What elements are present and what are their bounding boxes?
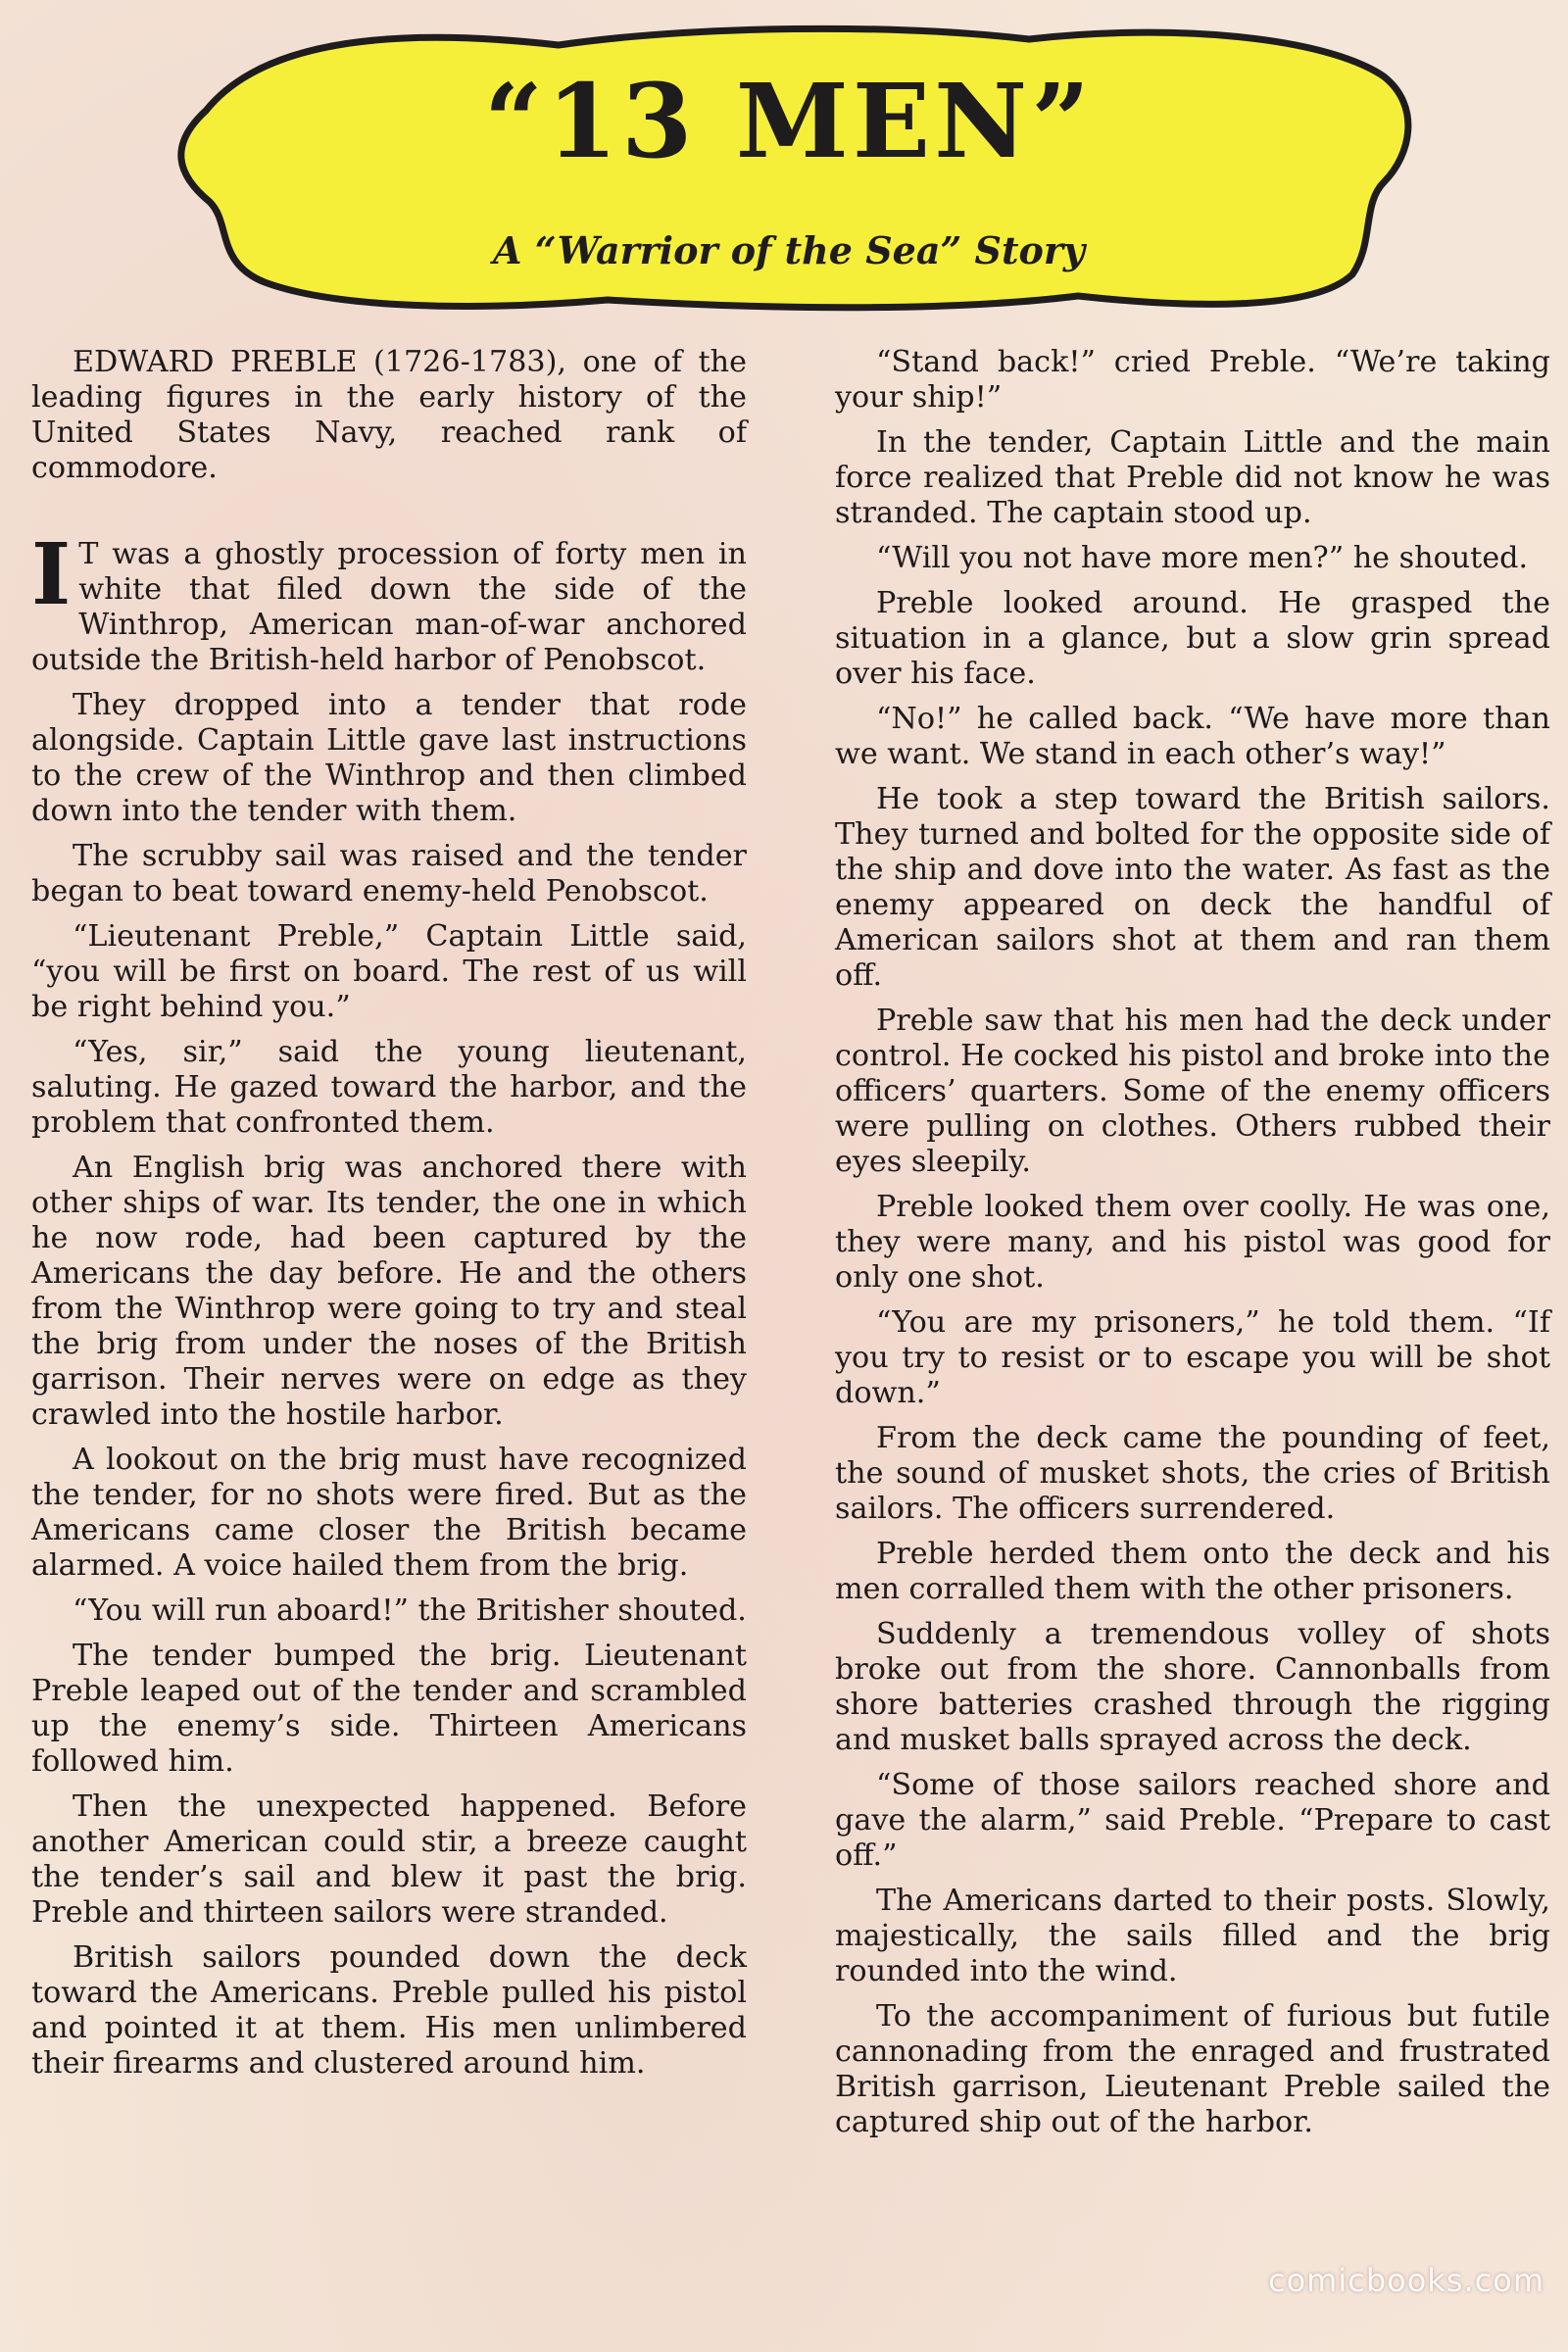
story-paragraph: The Americans darted to their posts. Slowly, majestically, the sails filled and the brig rounded into the wind.: [835, 1884, 1550, 1988]
story-paragraph: From the deck came the pounding of feet, the sound of musket shots, the cries of British sailors. The officers surrendered.: [835, 1421, 1550, 1526]
site-watermark: comicbooks.com: [1267, 2262, 1544, 2299]
story-paragraph: “You will run aboard!” the Britisher shouted.: [73, 1593, 747, 1628]
story-paragraph: Preble herded them onto the deck and his men corralled them with the other prisoners.: [835, 1537, 1550, 1606]
story-paragraph: He took a step toward the British sailors. They turned and bolted for the opposite side of the ship and dove into the water. As fast as the enemy appeared on deck the handful of American sailors shot at them and ran them off.: [835, 782, 1550, 993]
story-paragraph: The scrubby sail was raised and the tender began to beat toward enemy-held Penobscot.: [31, 839, 747, 908]
right-text-column: [835, 345, 1550, 2150]
story-paragraph: “Lieutenant Preble,” Captain Little said, “you will be first on board. The rest of us will be right behind you.”: [31, 919, 747, 1024]
story-paragraph: Preble looked them over coolly. He was one, they were many, and his pistol was good for only one shot.: [835, 1190, 1550, 1295]
story-paragraph: An English brig was anchored there with other ships of war. Its tender, the one in which he now rode, had been captured by the Americans the day before. He and the others from the Winthrop were going to try and steal the brig from under the noses of the British garrison. Their nerves were on edge as they crawled into the hostile harbor.: [31, 1151, 747, 1432]
story-paragraph: “Some of those sailors reached shore and gave the alarm,” said Preble. “Prepare to cast off.”: [835, 1768, 1550, 1873]
story-paragraph: “Will you not have more men?” he shouted.: [876, 541, 1529, 575]
intro-paragraph: EDWARD PREBLE (1726-1783), one of the leading figures in the early history of the United States Navy, reached rank of commodore.: [31, 345, 747, 485]
opening-paragraph-text: T was a ghostly procession of forty men in white that filed down the side of the Winthrop, American man-of-war anchored outside the British-held harbor of Penobscot.: [31, 537, 747, 677]
story-paragraph: “Stand back!” cried Preble. “We’re taking your ship!”: [835, 345, 1550, 415]
story-paragraph: In the tender, Captain Little and the main force realized that Preble did not know he was stranded. The captain stood up.: [835, 425, 1550, 530]
story-paragraph: Suddenly a tremendous volley of shots broke out from the shore. Cannonballs from shore batteries crashed through the rigging and musket balls sprayed across the deck.: [835, 1617, 1550, 1757]
story-paragraph: To the accompaniment of furious but futile cannonading from the enraged and frustrated British garrison, Lieutenant Preble sailed the captured ship out of the harbor.: [835, 1999, 1550, 2139]
story-paragraph: British sailors pounded down the deck toward the Americans. Preble pulled his pistol and pointed it at them. His men unlimbered their firearms and clustered around him.: [31, 1940, 747, 2081]
story-paragraph: “You are my prisoners,” he told them. “If you try to resist or to escape you will be shot down.”: [835, 1305, 1550, 1410]
story-paragraph: The tender bumped the brig. Lieutenant Preble leaped out of the tender and scrambled up the enemy’s side. Thirteen Americans followed him.: [31, 1639, 747, 1779]
story-paragraph: Preble saw that his men had the deck under control. He cocked his pistol and broke into the officers’ quarters. Some of the enemy officers were pulling on clothes. Others rubbed their eyes sleepily.: [835, 1004, 1550, 1179]
story-paragraph: Preble looked around. He grasped the situation in a glance, but a slow grin spread over his face.: [835, 586, 1550, 691]
opening-paragraph: [31, 525, 747, 678]
story-subtitle: A “Warrior of the Sea” Story: [493, 228, 1085, 272]
story-paragraph: They dropped into a tender that rode alongside. Captain Little gave last instructions to the crew of the Winthrop and then climbed down into the tender with them.: [31, 688, 747, 828]
story-paragraph: Then the unexpected happened. Before another American could stir, a breeze caught the tender’s sail and blew it past the brig. Preble and thirteen sailors were stranded.: [31, 1789, 747, 1930]
story-paragraph: “No!” he called back. “We have more than we want. We stand in each other’s way!”: [835, 702, 1550, 771]
story-paragraph: A lookout on the brig must have recognized the tender, for no shots were fired. But as the Americans came closer the British became alarmed. A voice hailed them from the brig.: [31, 1443, 747, 1583]
story-paragraph: “Yes, sir,” said the young lieutenant, saluting. He gazed toward the harbor, and the problem that confronted them.: [31, 1035, 747, 1140]
left-text-column: [31, 345, 747, 2091]
story-title: “13 MEN”: [483, 61, 1095, 181]
drop-cap-letter: I: [31, 525, 72, 624]
